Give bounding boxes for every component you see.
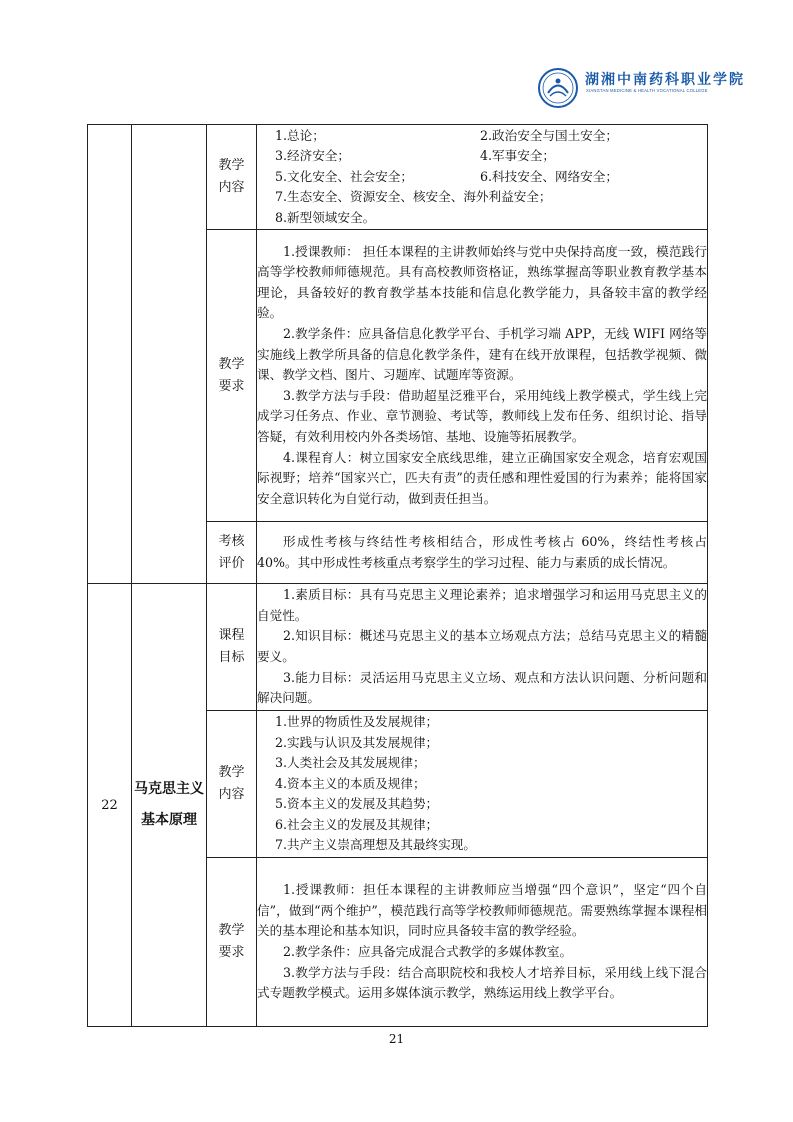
content-cell [257, 711, 708, 858]
course-name: 马克思主义基本原理 [132, 584, 207, 1027]
paragraph: 3.教学方法与手段：借助超星泛雅平台，采用纯线上教学模式，学生线上完成学习任务点、作业、章节测验、考试等，教师线上发布任务、组织讨论、指导答疑，有效利用校内外各类场馆、基地、设施等拓展教学。 [257, 387, 707, 444]
list-item: 1.总论； [275, 127, 325, 143]
paragraph: 3.能力目标：灵活运用马克思主义立场、观点和方法认识问题、分析问题和解决问题。 [257, 669, 707, 706]
paragraph: 4.课程育人：树立国家安全底线思维，建立正确国家安全观念，培育宏观国际视野；培养“国家兴亡，匹夫有责”的责任感和理性爱国的行为素养；能将国家安全意识转化为自觉行动，做到责任担当。 [257, 449, 707, 506]
evaluation-label: 考核评价 [207, 522, 257, 584]
goal-cell [257, 584, 708, 711]
paragraph: 2.知识目标：概述马克思主义的基本立场观点方法；总结马克思主义的精髓要义。 [257, 628, 707, 664]
list-item: 5.文化安全、社会安全； [275, 168, 413, 184]
evaluation-cell [257, 522, 708, 584]
requirement-label: 教学要求 [207, 858, 257, 1027]
paragraph: 2.教学条件：应具备完成混合式教学的多媒体教室。 [283, 944, 573, 959]
content-label: 教学内容 [207, 711, 257, 858]
paragraph: 1.授课教师：担任本课程的主讲教师应当增强“四个意识”，坚定“四个自信”，做到“两个维护”，模范践行高等学校教师师德规范。需要熟练掌握本课程相关的基本理论和基本知识，同时应具备较丰富的教学经验。 [257, 882, 707, 939]
list-item: 7.生态安全、资源安全、核安全、海外利益安全； [275, 189, 552, 205]
paragraph: 1.授课教师： 担任本课程的主讲教师始终与党中央保持高度一致，模范践行高等学校教师师德规范。具有高校教师资格证，熟练掌握高等职业教育教学基本理论，具备较好的教育教学基本技能和信息化教学能力，具备较丰富的教学经验。 [257, 243, 707, 321]
list-item: 4.军事安全； [480, 148, 555, 164]
list-item: 7.共产主义崇高理想及其最终实现。 [275, 837, 476, 853]
list-item: 6.科技安全、网络安全； [480, 168, 618, 184]
list-item: 2.实践与认识及其发展规律； [275, 734, 439, 750]
course-name-cell [132, 125, 207, 584]
content-label: 教学内容 [207, 125, 257, 230]
list-item: 5.资本主义的发展及其趋势； [275, 796, 439, 812]
requirement-label: 教学要求 [207, 230, 257, 522]
list-item: 2.政治安全与国土安全； [480, 127, 618, 143]
college-name-en: XIANGTAN MEDICINE & HEALTH VOCATIONAL COLLEGE [586, 88, 708, 93]
list-item: 3.人类社会及其发展规律； [275, 755, 426, 771]
list-item: 1.世界的物质性及发展规律； [275, 713, 439, 729]
paragraph: 形成性考核与终结性考核相结合，形成性考核占 60%，终结性考核占 40%。其中形成性考核重点考察学生的学习过程、能力与素质的成长情况。 [257, 533, 707, 570]
content-list [257, 126, 707, 188]
content-cell [257, 125, 708, 230]
goal-label: 课程目标 [207, 584, 257, 711]
requirement-cell [257, 858, 708, 1027]
course-table [87, 124, 708, 1027]
paragraph: 1.素质目标：具有马克思主义理论素养；追求增强学习和运用马克思主义的自觉性。 [257, 587, 707, 623]
college-name-cn: 湖湘中南药科职业学院 [585, 72, 745, 88]
list-item: 4.资本主义的本质及规律； [275, 775, 426, 791]
list-item: 3.经济安全； [275, 148, 350, 164]
course-number-cell [88, 125, 132, 584]
page-number: 21 [388, 1032, 405, 1046]
paragraph: 3.教学方法与手段：结合高职院校和我校人才培养目标，采用线上线下混合式专题教学模式。运用多媒体演示教学，熟练运用线上教学平台。 [257, 964, 707, 1001]
list-item: 6.社会主义的发展及其规律； [275, 816, 439, 832]
course-number: 22 [88, 584, 132, 1027]
paragraph: 2.教学条件：应具备信息化教学平台、手机学习端 APP，无线 WIFI 网络等实施线上教学所具备的信息化教学条件，建有在线开放课程，包括教学视频、微课、教学文档、图片、习题库、试题库等资源。 [257, 326, 707, 383]
list-item: 8.新型领域安全。 [275, 209, 376, 225]
requirement-cell [257, 230, 708, 522]
